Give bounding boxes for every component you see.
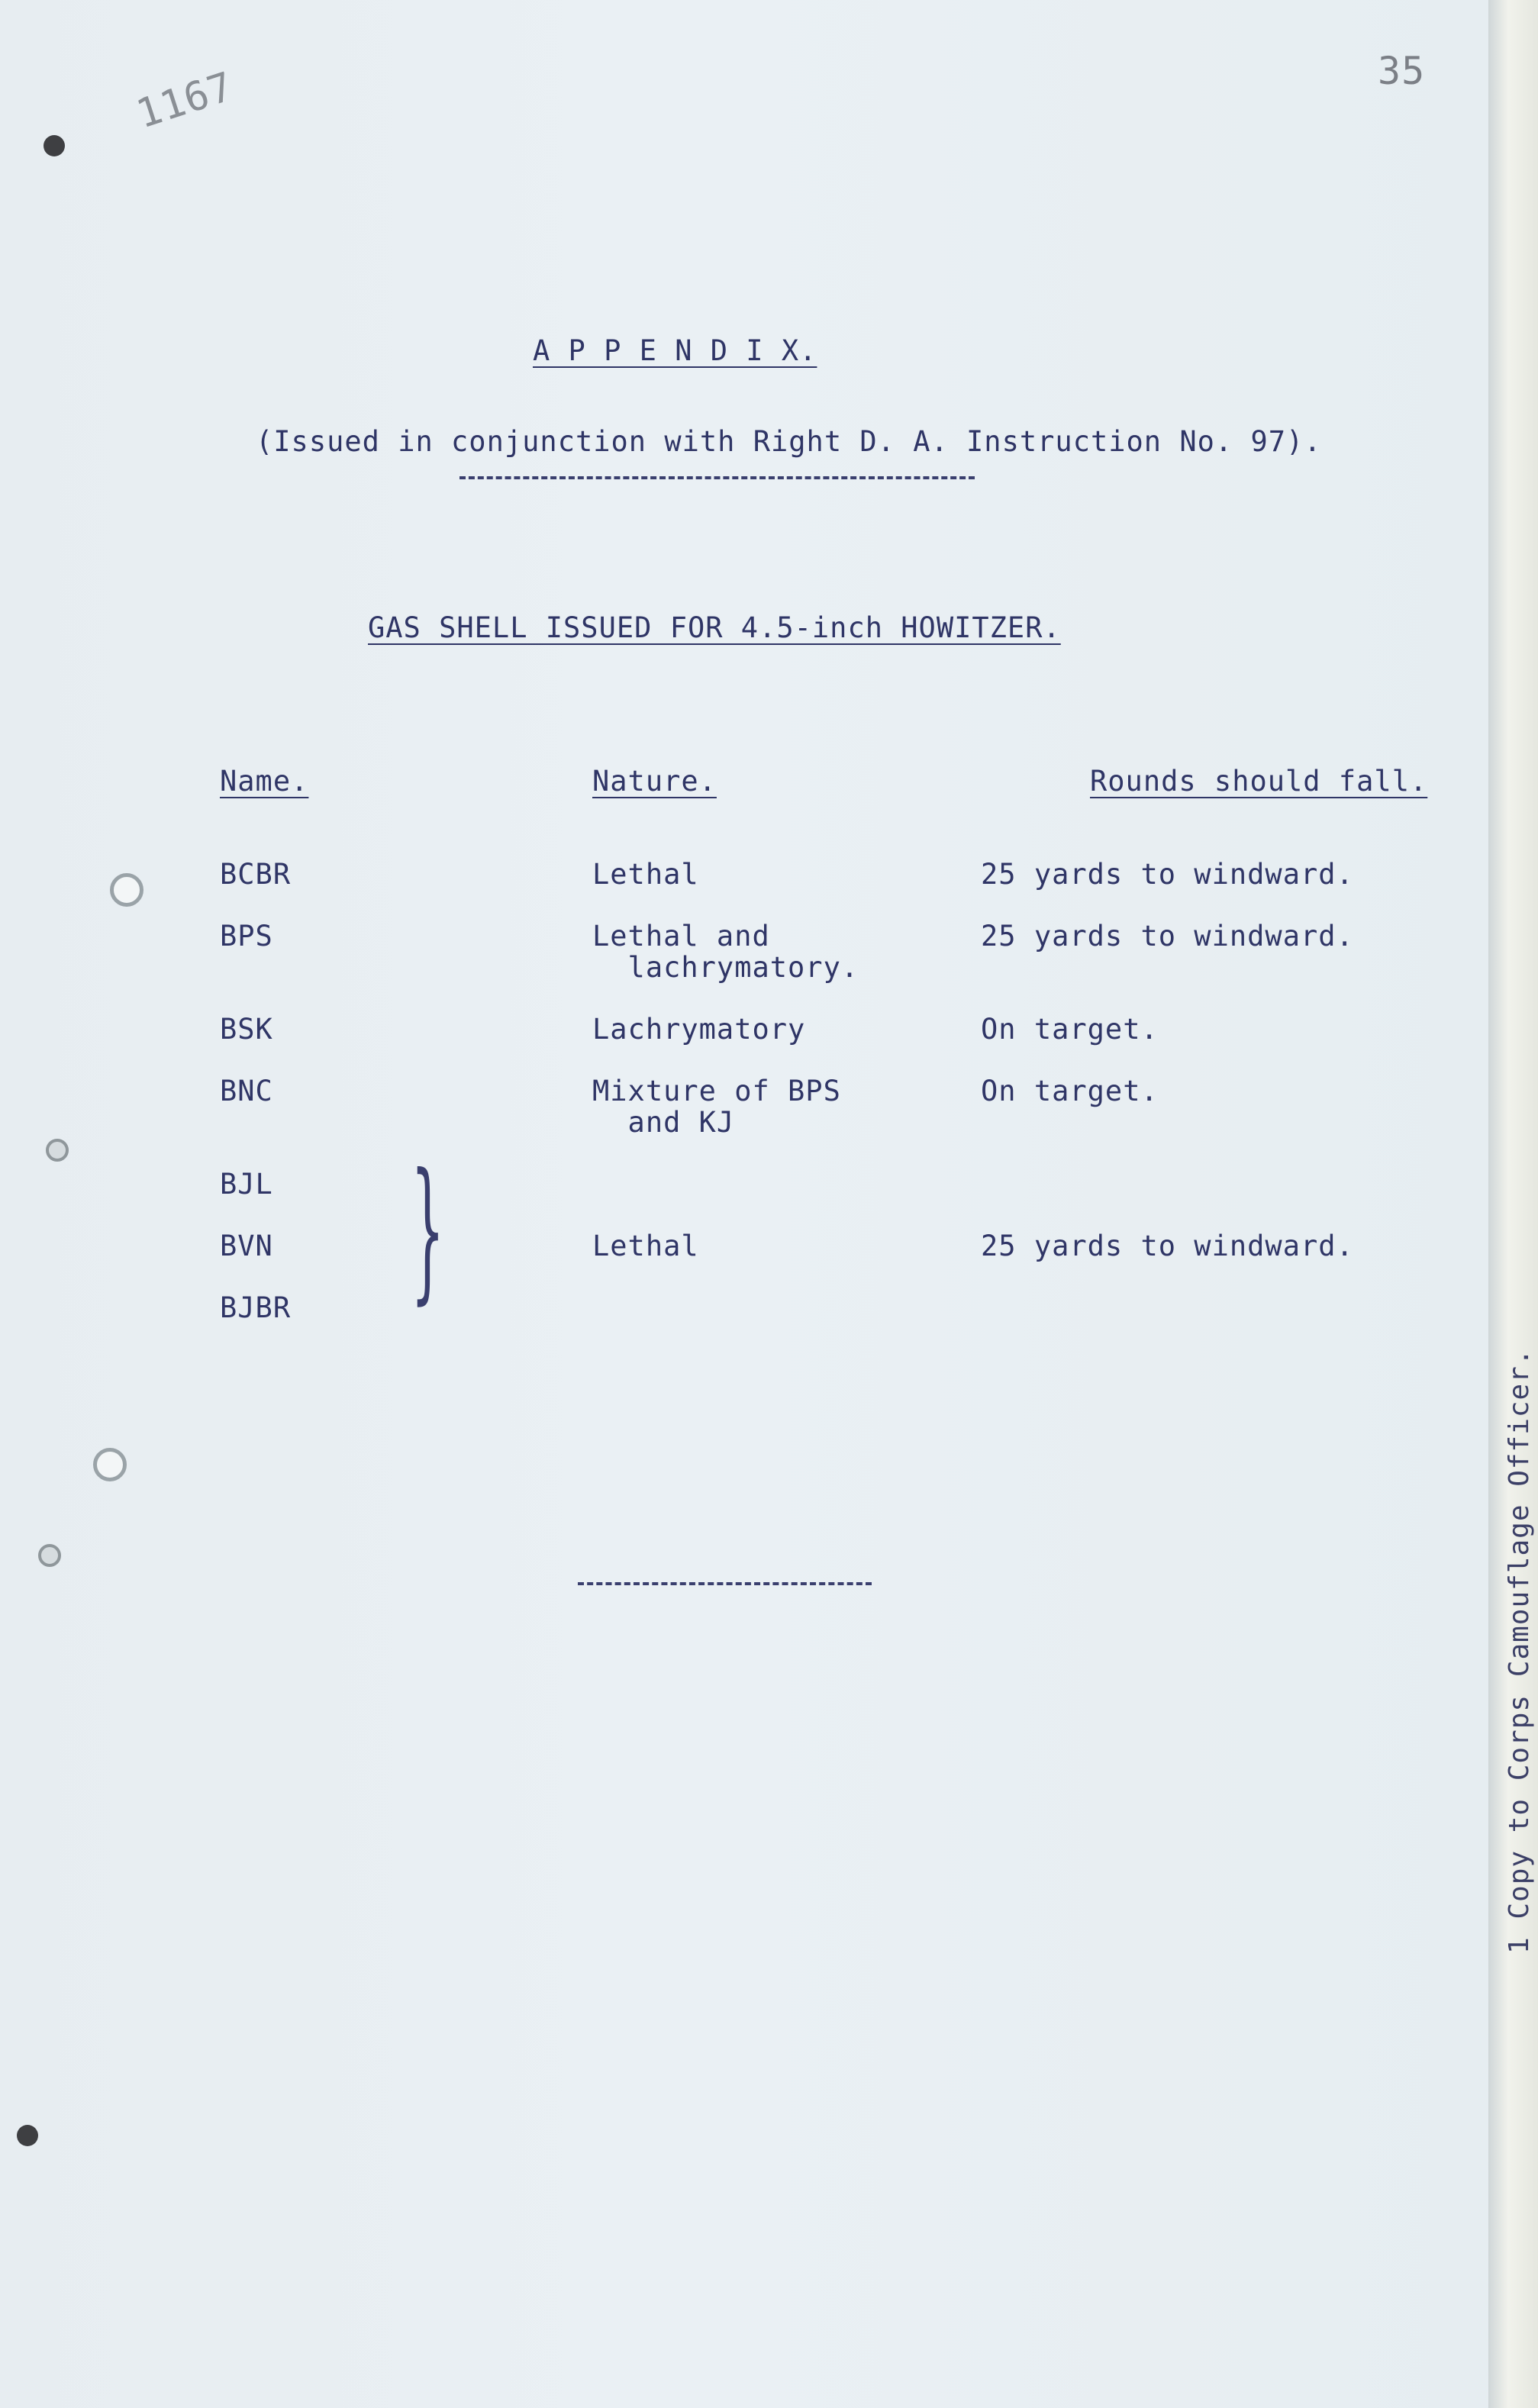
page-edge (1488, 0, 1538, 2408)
row-nature-line2: and KJ (592, 1106, 735, 1139)
row-name: BSK (220, 1013, 273, 1046)
header-rounds: Rounds should fall. (1090, 765, 1428, 798)
group-name: BVN (220, 1230, 273, 1262)
side-note: 1 Copy to Corps Camouflage Officer. (1504, 1348, 1535, 1954)
header-name: Name. (220, 765, 309, 798)
page-number: 35 (1378, 49, 1426, 93)
row-fall: On target. (981, 1013, 1159, 1046)
pencil-number: 1167 (131, 63, 240, 138)
punch-hole (44, 135, 65, 156)
row-fall: 25 yards to windward. (981, 858, 1354, 891)
section-title: GAS SHELL ISSUED FOR 4.5-inch HOWITZER. (368, 611, 1061, 644)
divider (459, 476, 975, 479)
row-nature: Lachrymatory (592, 1013, 806, 1046)
punch-hole (17, 2125, 38, 2146)
page-title: A P P E N D I X. (533, 334, 817, 367)
group-nature: Lethal (592, 1230, 699, 1262)
punch-hole (110, 873, 143, 907)
header-nature: Nature. (592, 765, 717, 798)
group-fall: 25 yards to windward. (981, 1230, 1354, 1262)
subtitle: (Issued in conjunction with Right D. A. Instruction No. 97). (256, 425, 1322, 458)
row-nature: Mixture of BPS (592, 1075, 841, 1107)
punch-hole (38, 1544, 61, 1567)
row-name: BNC (220, 1075, 273, 1107)
row-name: BPS (220, 920, 273, 953)
group-brace: } (411, 1141, 445, 1319)
group-name: BJL (220, 1168, 273, 1201)
row-nature: Lethal (592, 858, 699, 891)
row-fall: 25 yards to windward. (981, 920, 1354, 953)
end-divider (578, 1582, 872, 1585)
row-name: BCBR (220, 858, 292, 891)
punch-hole (46, 1139, 69, 1162)
row-nature-line2: lachrymatory. (592, 951, 859, 984)
punch-hole (93, 1448, 127, 1481)
row-fall: On target. (981, 1075, 1159, 1107)
row-nature: Lethal and (592, 920, 770, 953)
group-name: BJBR (220, 1291, 292, 1324)
